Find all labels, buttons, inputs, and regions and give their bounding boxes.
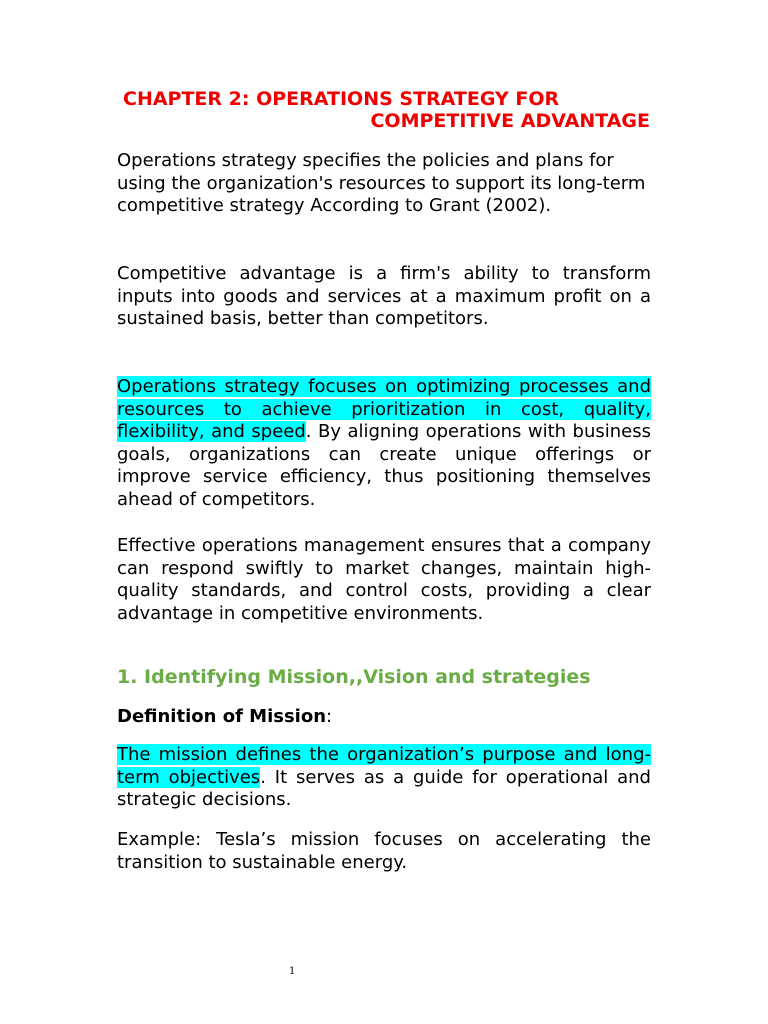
paragraph-text: . By aligning operations with business goals, organizations can create unique offerings or improve service efficiency, thus positioning themselves ahead of competitors. [117,421,651,510]
paragraph-effective-operations: Effective operations management ensures that a company can respond swiftly to market changes, maintain high-quality standards, and control costs, providing a clear advantage in competitive environments. [117,535,651,624]
paragraph-mission-definition [117,744,651,812]
section-heading-mission-vision: 1. Identifying Mission,,Vision and strategies [117,666,591,688]
highlighted-text: Operations strategy focuses on optimizing processes and resources to achieve prioritization in cost, quality, flexibility, and speed [117,376,651,443]
paragraph-operations-strategy-definition: Operations strategy specifies the policies and plans for using the organization's resources to support its long-term competitive strategy According to Grant (2002). [117,150,646,217]
paragraph-text: . It serves as a guide for operational and strategic decisions. [117,766,651,811]
chapter-title-line-2: COMPETITIVE ADVANTAGE [370,110,650,132]
paragraph-competitive-advantage: Competitive advantage is a firm's ability to transform inputs into goods and services at a maximum profit on a sustained basis, better than competitors. [117,263,651,330]
page-number: 1 [289,966,296,977]
definition-colon: : [326,706,333,727]
paragraph-operations-focus [117,376,651,512]
highlighted-text: The mission defines the organization’s purpose and long-term objectives [117,744,651,788]
definition-of-mission-heading [117,705,332,729]
definition-label: Definition of Mission [117,706,327,727]
chapter-title-line-1: CHAPTER 2: OPERATIONS STRATEGY FOR [123,88,560,110]
paragraph-tesla-example: Example: Tesla’s mission focuses on accelerating the transition to sustainable energy. [117,829,651,873]
